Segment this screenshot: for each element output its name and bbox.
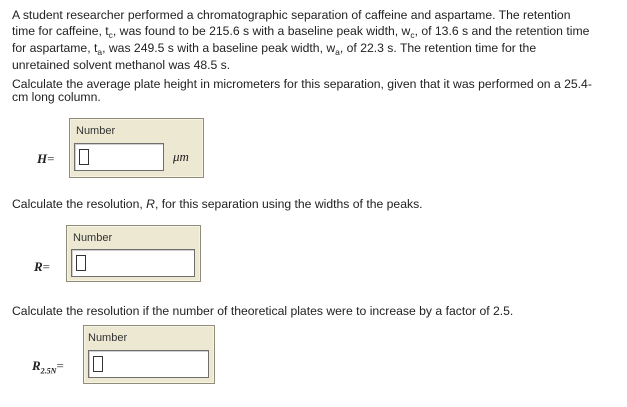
intro-line-3: for aspartame, $t_a$, was 249.5 s with a baseline peak width, $w_a$, of 22.3 s. The retention time for the: [12, 41, 537, 57]
q3-variable-label: $R_{2.5N}=$: [32, 358, 64, 376]
text-cursor-icon: [93, 356, 103, 372]
q3-prompt: Calculate the resolution if the number of theoretical plates were to increase by a factor of 2.5.: [12, 304, 514, 318]
q3-answer-box: [83, 325, 215, 384]
q1-number-label: Number: [76, 125, 116, 137]
intro-line-4: unretained solvent methanol was 48.5 s.: [12, 58, 231, 72]
q3-number-label: Number: [88, 332, 128, 344]
q1-unit: μm: [173, 149, 189, 164]
q1-number-input[interactable]: [74, 143, 164, 171]
intro-line-2: time for caffeine, $t_c$, was found to be 215.6 s with a baseline peak width, $w_c$, of 13.6 s and the retention time: [12, 24, 590, 40]
problem-intro: [12, 7, 622, 73]
q2-number-label: Number: [73, 232, 113, 244]
q2-prompt: Calculate the resolution, R, for this separation using the widths of the peaks.: [12, 197, 423, 211]
q2-variable-label: R=: [34, 259, 51, 274]
intro-line-1: A student researcher performed a chromatographic separation of caffeine and aspartame. The retention: [12, 8, 571, 22]
q1-prompt: Calculate the average plate height in micrometers for this separation, given that it was performed on a 25.4- cm long column.: [12, 77, 592, 104]
q3-number-input[interactable]: [88, 350, 209, 378]
q1-variable-label: H=: [37, 151, 55, 166]
text-cursor-icon: [79, 149, 89, 165]
text-cursor-icon: [76, 255, 86, 271]
q2-answer-box: [66, 225, 201, 282]
q1-answer-box: [69, 118, 204, 178]
q2-number-input[interactable]: [71, 249, 195, 277]
